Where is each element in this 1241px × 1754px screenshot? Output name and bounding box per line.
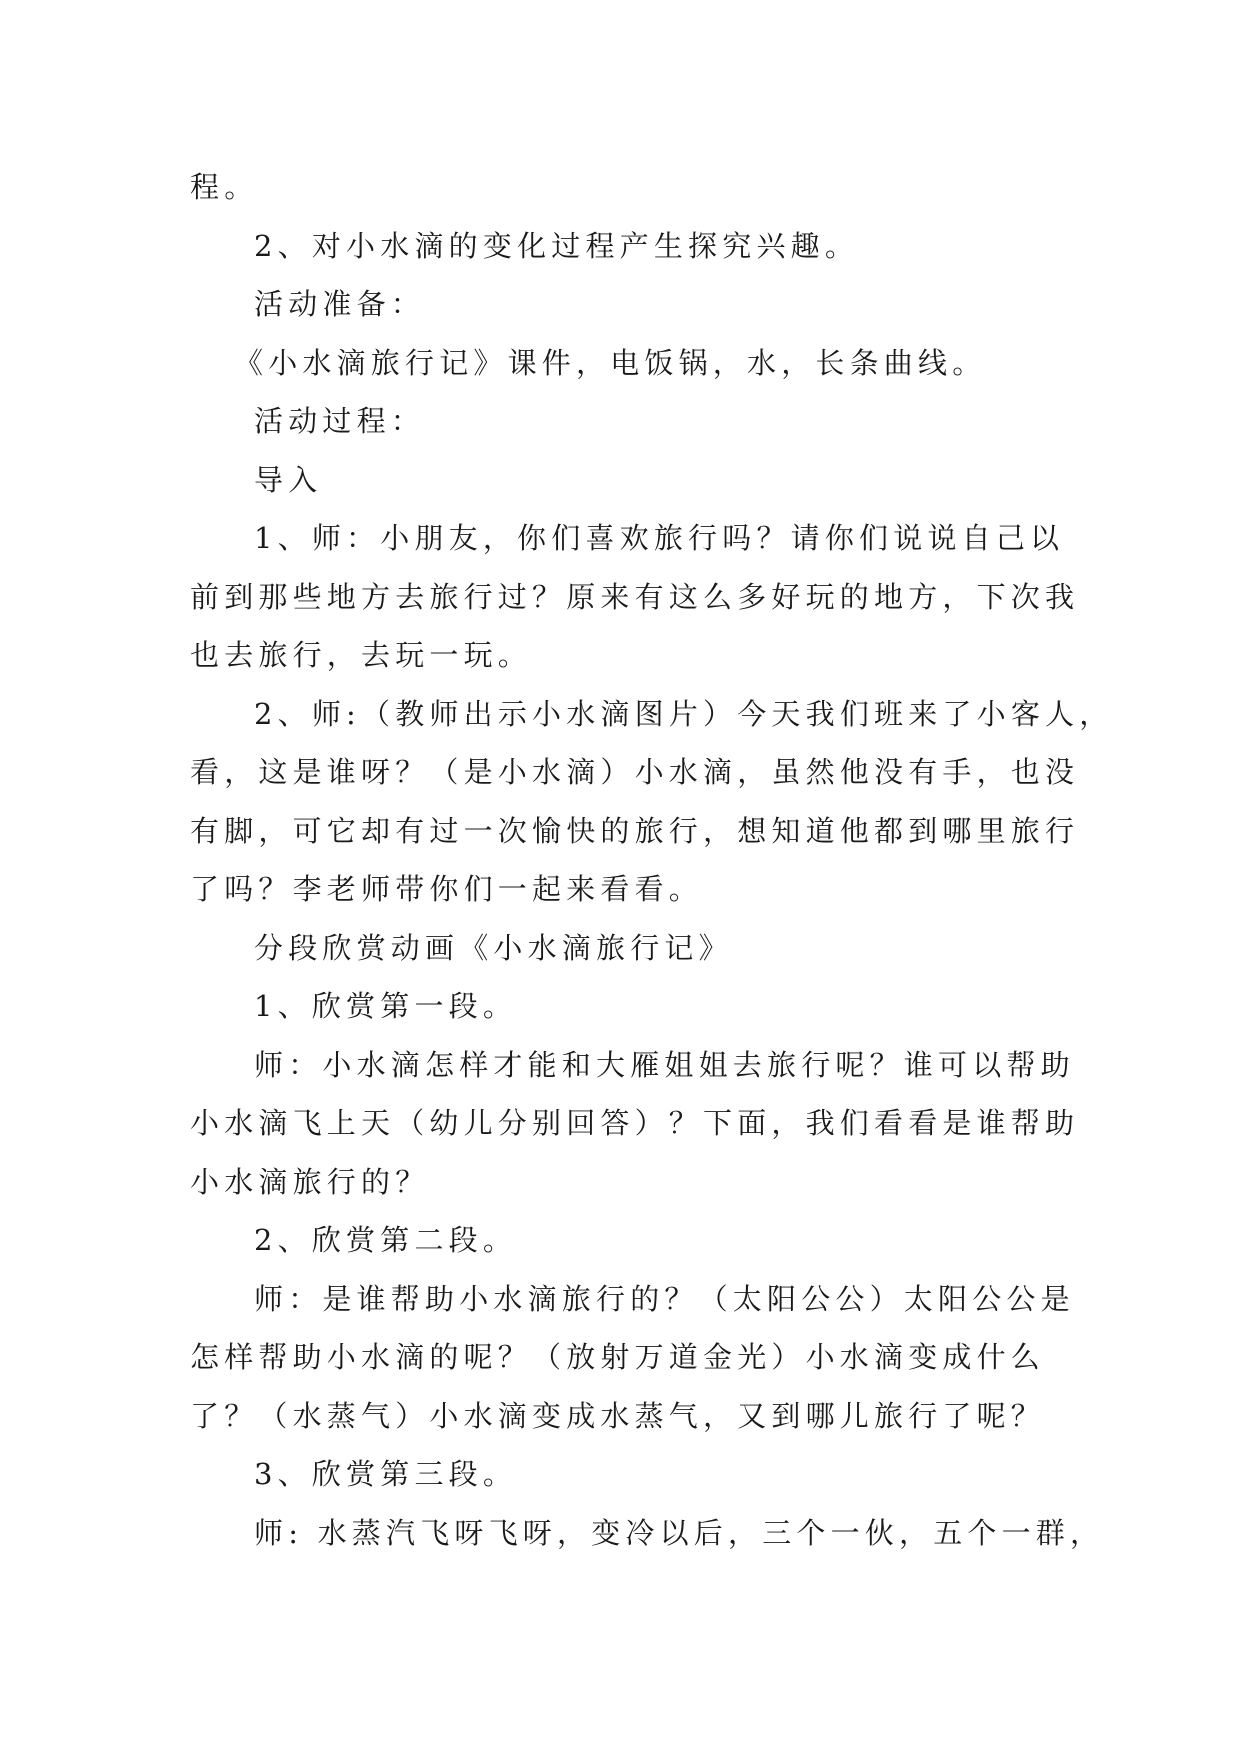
text-line: 师: 水蒸汽飞呀飞呀，变冷以后，三个一伙，五个一群， <box>254 1515 1105 1550</box>
text-line: 程。 <box>190 170 259 204</box>
document-page <box>190 158 1114 1562</box>
text-line: 有脚，可它却有过一次愉快的旅行，想知道他都到哪里旅行 <box>190 813 1080 848</box>
section-heading: 分段欣赏动画《小水滴旅行记》 <box>254 930 733 965</box>
text-line: 了？（水蒸气）小水滴变成水蒸气，又到哪儿旅行了呢？ <box>190 1398 1046 1433</box>
text-line: 小水滴旅行的？ <box>190 1164 430 1199</box>
text-line: 怎样帮助小水滴的呢？（放射万道金光）小水滴变成什么 <box>190 1340 1046 1374</box>
text-line: 看，这是谁呀？（是小水滴）小水滴，虽然他没有手，也没 <box>190 755 1080 789</box>
text-line: 1、师：小朋友，你们喜欢旅行吗？请你们说说自己以 <box>254 521 1065 555</box>
text-line: 《小水滴旅行记》课件，电饭锅，水，长条曲线。 <box>234 345 987 380</box>
text-line: 前到那些地方去旅行过？原来有这么多好玩的地方，下次我 <box>190 579 1080 614</box>
text-line: 2、师:（教师出示小水滴图片）今天我们班来了小客人， <box>254 696 1114 731</box>
text-line: 2、欣赏第二段。 <box>254 1223 518 1257</box>
section-heading: 活动准备： <box>254 287 426 321</box>
text-line: 师：小水滴怎样才能和大雁姐姐去旅行呢？谁可以帮助 <box>254 1047 1075 1082</box>
text-line: 3、欣赏第三段。 <box>254 1457 518 1491</box>
text-line: 师：是谁帮助小水滴旅行的？（太阳公公）太阳公公是 <box>254 1281 1075 1316</box>
text-line: 小水滴飞上天（幼儿分别回答）？下面，我们看看是谁帮助 <box>190 1106 1080 1140</box>
section-heading: 活动过程： <box>254 404 426 438</box>
text-line: 了吗？李老师带你们一起来看看。 <box>190 872 704 906</box>
section-heading: 导入 <box>254 462 323 497</box>
text-line: 1、欣赏第一段。 <box>254 989 518 1023</box>
text-line: 也去旅行，去玩一玩。 <box>190 638 533 672</box>
text-line: 2、对小水滴的变化过程产生探究兴趣。 <box>254 228 860 263</box>
